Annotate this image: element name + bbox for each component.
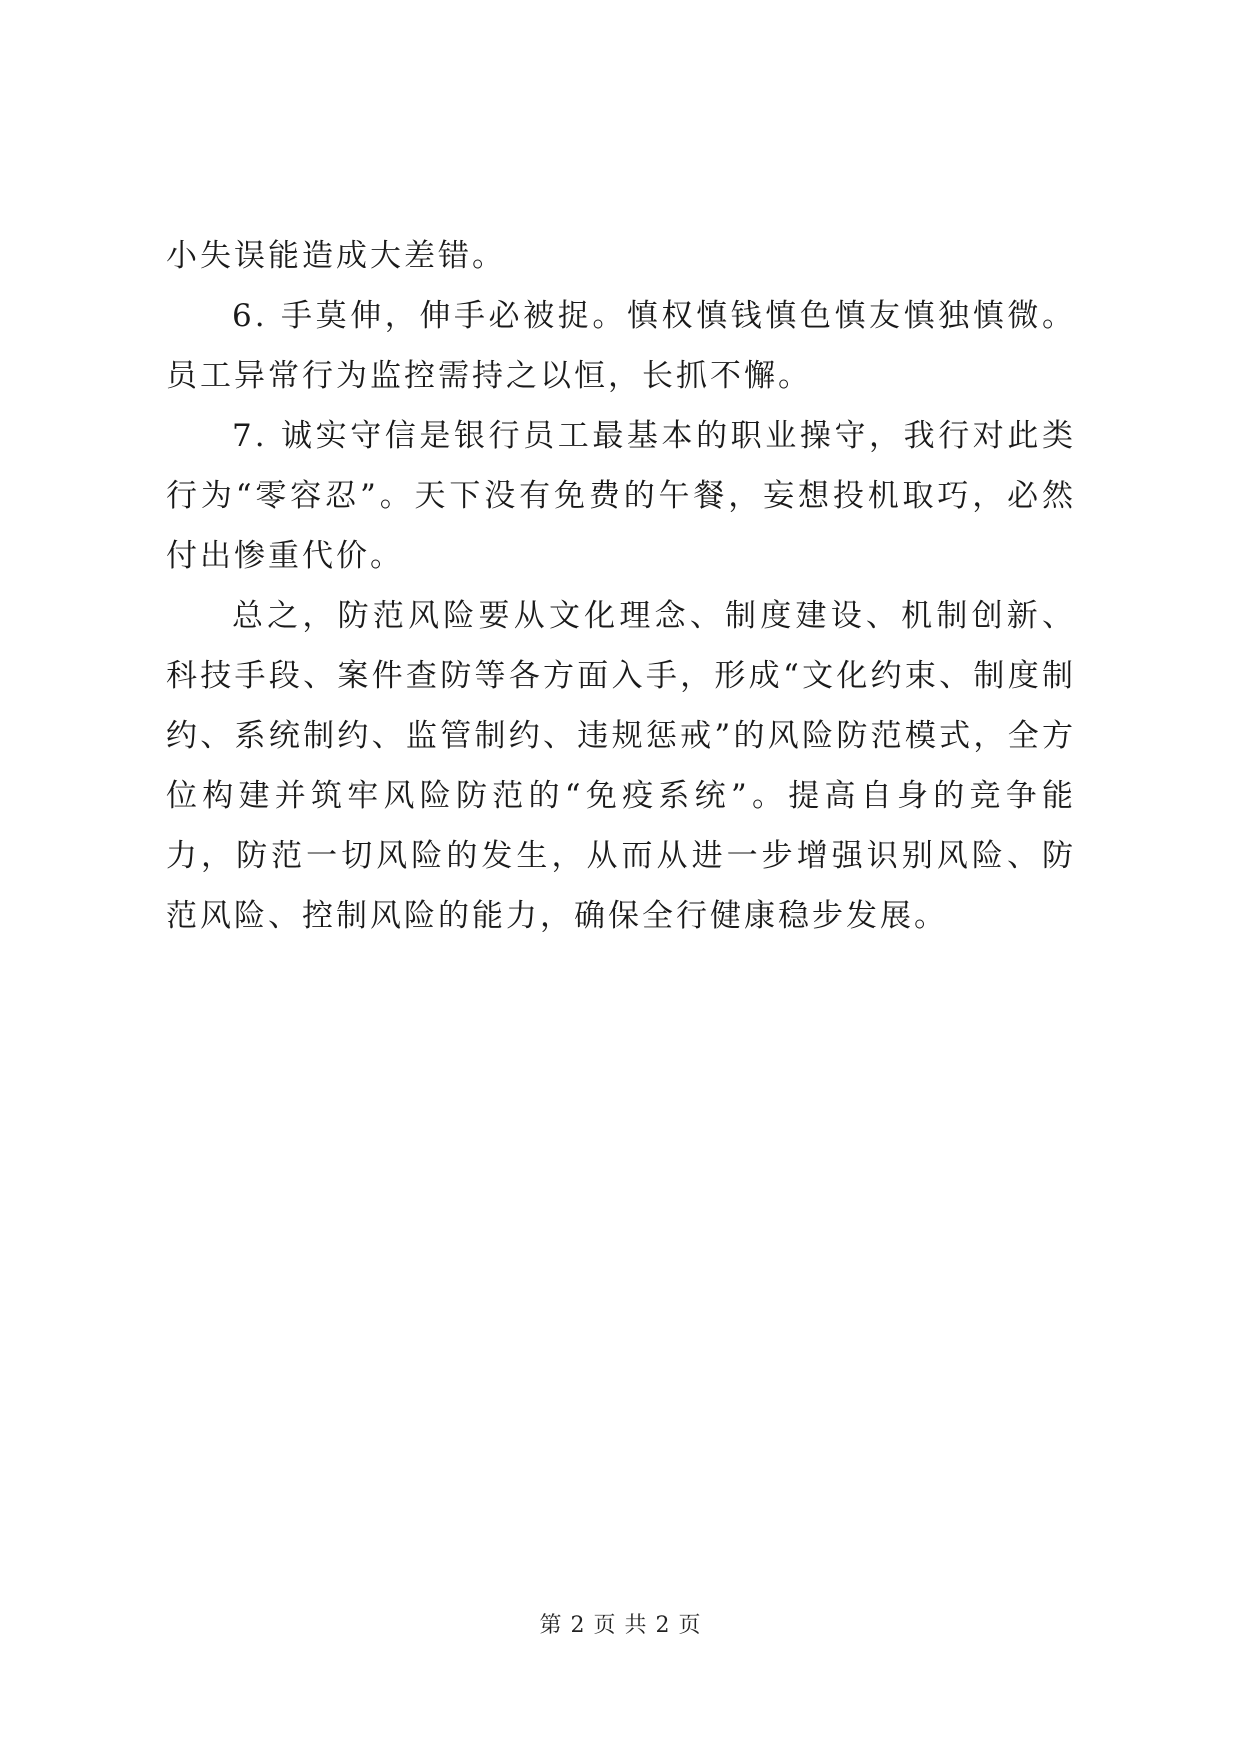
paragraph-continuation: 小失误能造成大差错。: [166, 238, 506, 274]
paragraph-item-7: 7. 诚实守信是银行员工最基本的职业操守，我行对此类行为“零容忍”。天下没有免费的午餐，妄想投机取巧，必然付出惨重代价。: [166, 418, 1076, 574]
paragraph-summary: 总之，防范风险要从文化理念、制度建设、机制创新、科技手段、案件查防等各方面入手，形成“文化约束、制度制约、系统制约、监管制约、违规惩戒”的风险防范模式，全方位构建并筑牢风险防范的“免疫系统”。提高自身的竞争能力，防范一切风险的发生，从而从进一步增强识别风险、防范风险、控制风险的能力，确保全行健康稳步发展。: [166, 598, 1076, 934]
paragraph-item-6: 6. 手莫伸，伸手必被捉。慎权慎钱慎色慎友慎独慎微。员工异常行为监控需持之以恒，长抓不懈。: [166, 298, 1076, 394]
page-number-footer: 第 2 页 共 2 页: [539, 1613, 702, 1638]
document-body: [166, 226, 1076, 946]
